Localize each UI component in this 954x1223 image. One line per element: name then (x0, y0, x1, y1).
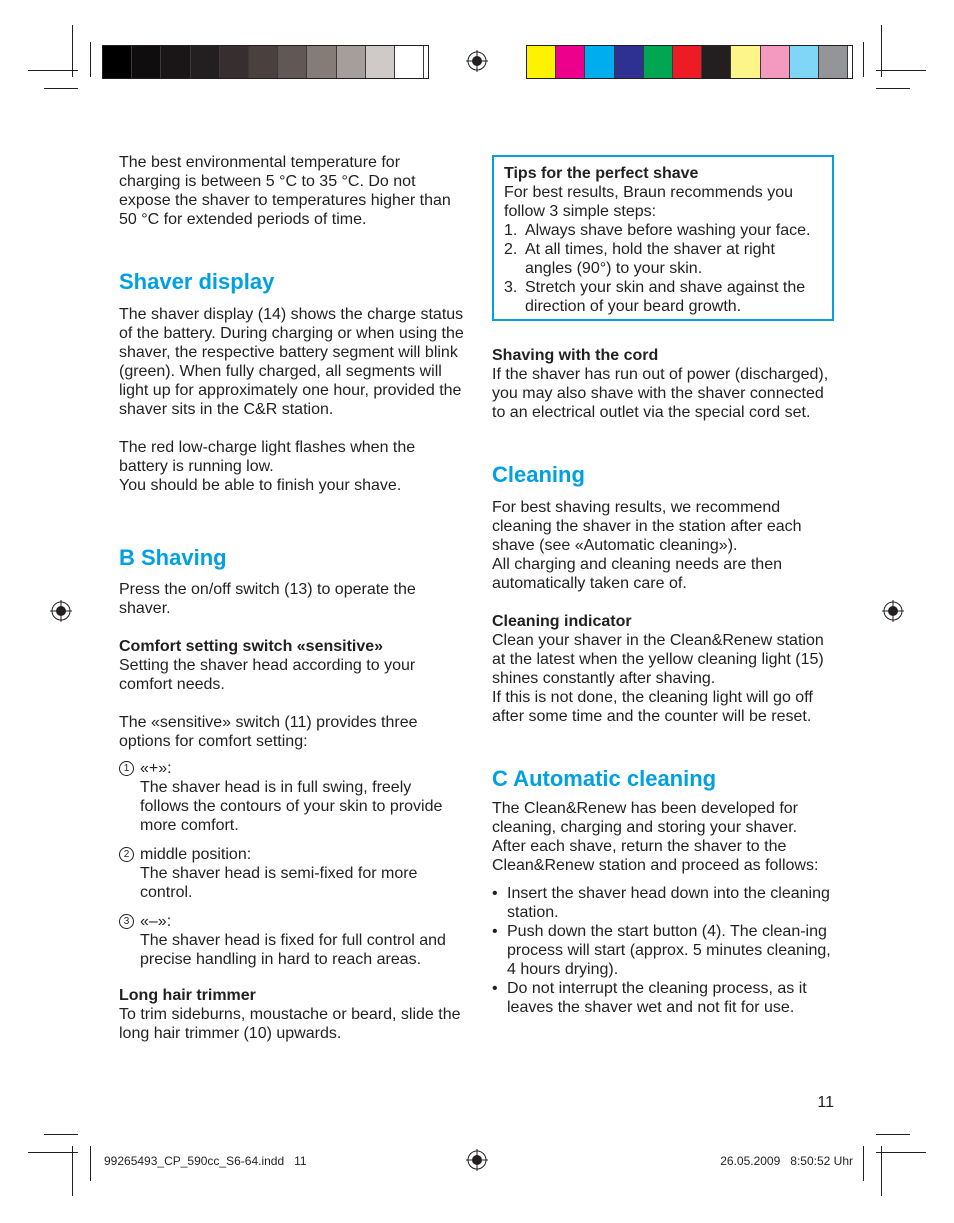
color-swatch (161, 46, 190, 78)
option-label: «–»: (140, 913, 172, 930)
on-off-text: Press the on/off switch (13) to operate the shaver. (119, 581, 416, 617)
bullet-icon: • (492, 980, 498, 997)
crop-mark (28, 70, 78, 71)
crop-mark (876, 70, 926, 71)
cleaning-text: For best shaving results, we recommend cleaning the shaver in the station after each shave (see «Automatic cleaning»). (492, 499, 802, 554)
cleaning-indicator-text: Clean your shaver in the Clean&Renew station at the latest when the yellow cleaning light (15) shines constantly after shaving. (492, 632, 824, 687)
option-description: The shaver head is fixed for full control and precise handling in hard to reach areas. (140, 932, 446, 968)
right-column (492, 346, 834, 1017)
crop-mark (90, 42, 91, 77)
automatic-cleaning-heading: C Automatic cleaning (492, 766, 717, 791)
comfort-setting-text: Setting the shaver head according to your comfort needs. (119, 657, 416, 693)
color-swatch (615, 46, 644, 78)
color-swatch (673, 46, 702, 78)
color-swatch (337, 46, 366, 78)
crop-mark (28, 1152, 78, 1153)
color-swatch (307, 46, 336, 78)
color-swatch (585, 46, 614, 78)
list-item (492, 979, 834, 1017)
option-number: 1 (119, 761, 134, 776)
crop-mark (876, 1152, 926, 1153)
crop-mark (44, 88, 78, 89)
registration-mark-icon (466, 50, 488, 72)
tips-title: Tips for the perfect shave (504, 165, 699, 182)
crop-mark (72, 1146, 73, 1196)
tip-step-text: Always shave before washing your face. (525, 222, 811, 239)
color-swatch (702, 46, 731, 78)
cleaning-text-2: All charging and cleaning needs are then automatically taken care of. (492, 556, 782, 592)
finish-shave-text: You should be able to finish your shave. (119, 477, 402, 494)
process-color-bar (526, 45, 853, 79)
low-charge-text: The red low-charge light flashes when the battery is running low. (119, 439, 416, 475)
long-hair-trimmer-text: To trim sideburns, moustache or beard, slide the long hair trimmer (10) upwards. (119, 1006, 461, 1042)
cleaning-steps-list (492, 884, 834, 1017)
sensitive-intro-text: The «sensitive» switch (11) provides three options for comfort setting: (119, 714, 418, 750)
crop-mark (881, 1146, 882, 1196)
crop-mark (876, 88, 910, 89)
tip-step-number: 3. (504, 279, 518, 296)
crop-mark (90, 1146, 91, 1181)
tips-steps (504, 221, 822, 316)
list-item-text: Insert the shaver head down into the cleaning station. (507, 885, 830, 921)
crop-mark (863, 42, 864, 77)
color-swatch (220, 46, 249, 78)
tip-step-text: Stretch your skin and shave against the direction of your beard growth. (525, 279, 806, 315)
grayscale-color-bar (102, 45, 429, 79)
color-swatch (644, 46, 673, 78)
list-item (492, 884, 834, 922)
footer-timestamp: 26.05.2009 8:50:52 Uhr (720, 1154, 853, 1168)
long-hair-trimmer-title: Long hair trimmer (119, 987, 256, 1004)
list-item-text: Do not interrupt the cleaning process, as it leaves the shaver wet and not fit for use. (507, 980, 807, 1016)
color-swatch (556, 46, 585, 78)
option-description: The shaver head is in full swing, freely follows the contours of your skin to provide more comfort. (140, 779, 443, 834)
color-swatch (249, 46, 278, 78)
color-swatch (191, 46, 220, 78)
tip-step-number: 2. (504, 241, 518, 258)
crop-mark (44, 1134, 78, 1135)
left-column (119, 153, 464, 1043)
color-swatch (761, 46, 790, 78)
color-swatch (103, 46, 132, 78)
tip-step-text: At all times, hold the shaver at right angles (90°) to your skin. (525, 241, 775, 277)
registration-mark-icon (466, 1149, 488, 1171)
cleaning-heading: Cleaning (492, 462, 585, 487)
option-label: middle position: (140, 846, 252, 863)
tip-step (504, 278, 822, 316)
list-item (492, 922, 834, 979)
registration-mark-icon (882, 600, 904, 622)
color-swatch (527, 46, 556, 78)
color-swatch (395, 46, 424, 78)
shaver-display-text: The shaver display (14) shows the charge status of the battery. During charging or when using the shaver, the respective battery segment will blink (green). When fully charged, all segments will light up for approximately one hour, provided the shaver sits in the C&R station. (119, 306, 464, 418)
option-number: 2 (119, 847, 134, 862)
page-number: 11 (817, 1094, 834, 1111)
list-item-text: Push down the start button (4). The clean-ing process will start (approx. 5 minutes cleaning, 4 hours drying). (507, 923, 831, 978)
b-shaving-heading: B Shaving (119, 545, 227, 570)
option-label: «+»: (140, 760, 172, 777)
color-swatch (278, 46, 307, 78)
crop-mark (863, 1146, 864, 1181)
cord-shaving-title: Shaving with the cord (492, 347, 659, 364)
option-description: The shaver head is semi-fixed for more control. (140, 865, 418, 901)
comfort-setting-title: Comfort setting switch «sensitive» (119, 638, 384, 655)
tip-step (504, 221, 822, 240)
bullet-icon: • (492, 923, 498, 940)
color-swatch (366, 46, 395, 78)
crop-mark (876, 1134, 910, 1135)
color-swatch (790, 46, 819, 78)
shaver-display-heading: Shaver display (119, 269, 275, 294)
tips-box (492, 155, 834, 321)
automatic-cleaning-text: The Clean&Renew has been developed for cleaning, charging and storing your shaver. After each shave, return the shaver to the Clean&Renew station and proceed as follows: (492, 800, 819, 874)
comfort-option (119, 759, 464, 835)
charging-temperature-text: The best environmental temperature for charging is between 5 °C to 35 °C. Do not expose the shaver to temperatures higher than 50 °C for extended periods of time. (119, 154, 451, 228)
color-swatch (731, 46, 760, 78)
cleaning-indicator-title: Cleaning indicator (492, 613, 632, 630)
option-number: 3 (119, 914, 134, 929)
cord-shaving-text: If the shaver has run out of power (discharged), you may also shave with the shaver connected to an electrical outlet via the special cord set. (492, 366, 829, 421)
registration-mark-icon (50, 600, 72, 622)
tip-step-number: 1. (504, 222, 518, 239)
color-swatch (132, 46, 161, 78)
footer-file-name: 99265493_CP_590cc_S6-64.indd 11 (104, 1154, 307, 1168)
comfort-option (119, 912, 464, 969)
tips-intro: For best results, Braun recommends you follow 3 simple steps: (504, 184, 794, 220)
comfort-option (119, 845, 464, 902)
tip-step (504, 240, 822, 278)
color-swatch (819, 46, 848, 78)
cleaning-indicator-text-2: If this is not done, the cleaning light will go off after some time and the counter will be reset. (492, 689, 813, 725)
bullet-icon: • (492, 885, 498, 902)
